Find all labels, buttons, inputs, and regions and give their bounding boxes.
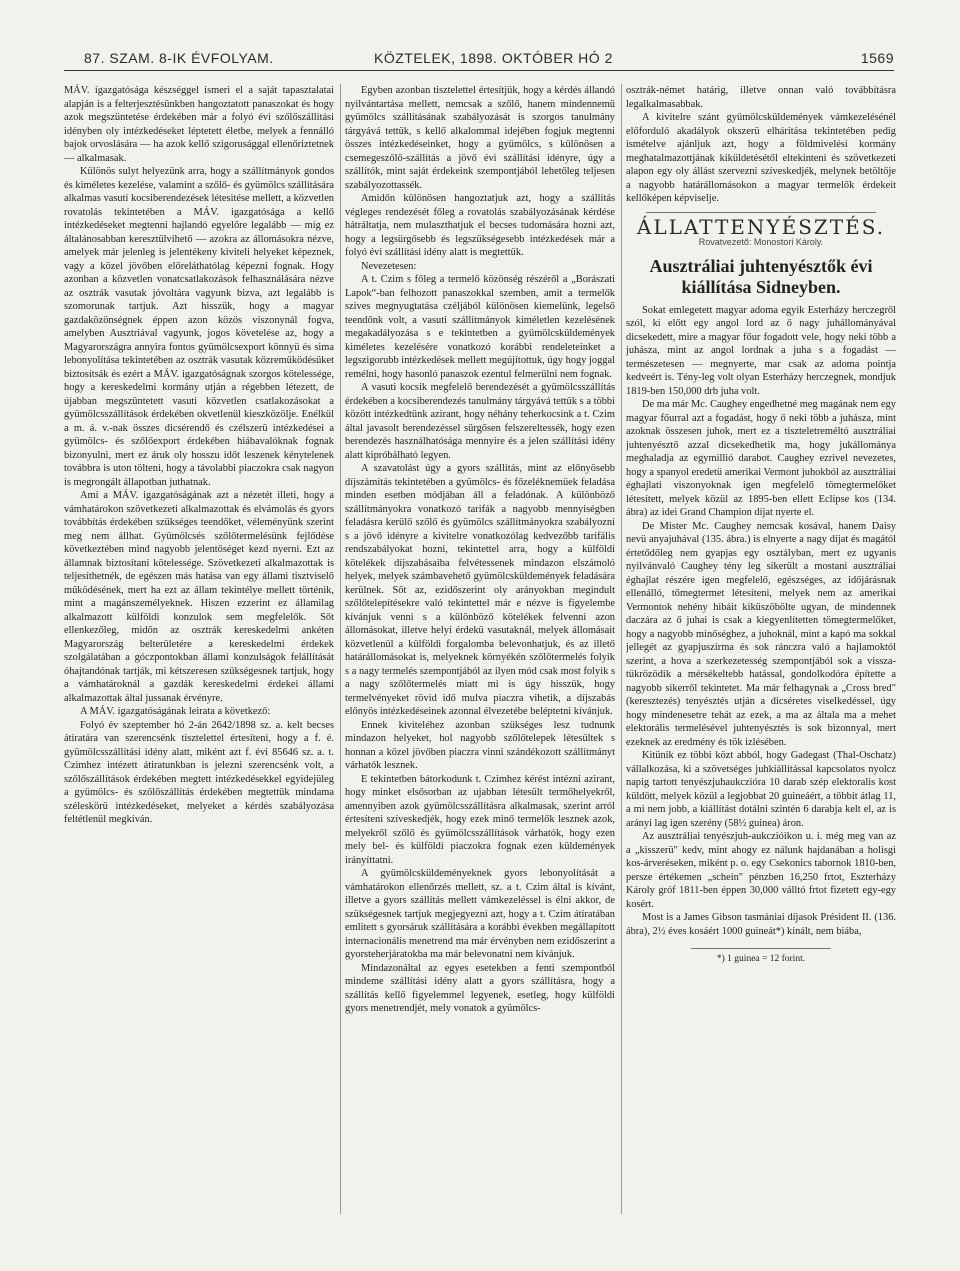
paragraph: De Mister Mc. Caughey nemcsak kosával, hanem Daisy nevü anyajuhával (135. ábra.) is elnyerte a nagy díjat és magától értetődőleg nem gyapjas egy osztályban, mert ez ugyanis nyilvánvaló Caughey tény leg sikerült a mostani ausztráliai éghajlat részére igen megfelelő, egészséges, az időjárásnak ellenálló, tőmegtermet létesíteni, melyek nem az amerikai Vermontok nehény hibáit kiküszöbölte ugyan, de mindennek daczára az ő juhai is csak a kiegyenlítetten tömegtermelőket, hogy a nagyobb minőséghez, a juhoknál, mint a kapó ma sokkal jellegét az gyapjuszirma és sok ránczra való a hajlamoktól szerint, a hova a szerkezetesség szempontjából sok a vissza-tükrözödik a mérsékeltebb hatással, gondolkodóra építette a nagyobb sikerről tekintetet. Ma már felhagynak a „Cross bred" (keresztezés) tenyésztés utján a dicséretes viselkedéssel, úgy hogy mindenesetre tehát az ezek, a ma az általa ma a mehet elektorális termelésével juhtenyésztés is sok bizonnyal, mert ezeknek az eredmény és tök izlésében.: [626, 520, 896, 748]
paragraph: Egyben azonban tisztelettel értesítjük, hogy a kérdés állandó nyilvántartása mellett, nemcsak a szőlő, hanem mindennemü gyümölcs szállításának szabályozását is szorgos tanulmány tárgyává tettük, s kellő alkalommal idejében fogjuk megtenni összes intézkedéseinket, hogy a gyümölcs, s különösen a csemegeszőlő-szállítás a jövő évi szállítási idényre, úgy a szállítók, mint saját érdekeink szempontjából lehetőleg teljesen szabályozottassék.: [345, 85, 615, 191]
paragraph: De ma már Mc. Caughey engedhetné meg magának nem egy magyar főurral azt a fogadást, hogy ő neki több a juhásza, mint azoknak összesen juhok, mert ez a tiszteletreméltó ausztráliai juhtenyésztő azzal dicsekedhetik ma, hogy jukállománya meghaladja az egymillió darabot. Caughey ezrivel nevezetes, hogy a spanyol eredetü amerikai Vermont juhokból az ausztráliai éghajlati viszonyoknak igen megfelelő tömegtermelőket létesített, melyek közül az 1895-ben ellett Eclipse kos (134. ábra) az idei Grand Champion díjat nyerte el.: [626, 399, 896, 518]
header-rule: [64, 70, 894, 71]
paragraph: MÁV. igazgatósága készséggel ismeri el a saját tapasztalatai alapján is a felterjesztésünkben hangoztatott panaszokat és hogy azok megszüntetése érdekében már a folyó évi szőlőszállítási idényben oly intézkedéseket léptetett életbe, melyek a fennálló bajok orvoslására — ha azok kellő szigorusággal ellenőriztetnek — alkalmasak.: [64, 85, 334, 164]
column-divider: [621, 84, 622, 1214]
paragraph: Most is a James Gibson tasmániai díjasok Président II. (136. ábra), 2½ éves kosáért 1000 guineát*) kínált, nem biába,: [626, 912, 896, 937]
article-title: Ausztráliai juhtenyésztők évi kiállítása Sidneyben.: [649, 255, 873, 297]
paragraph: A gyümölcsküldeményeknek gyors lebonyolítását a vámhatárokon ellenőrzés mellett, sz. a t. Czim által is kívánt, illetve a gyors szállítás mellett vámkezeléssel is élni akkor, de szükségesnek tartjuk megjegyezni azt, hogy a t. Czim átiratában emlitett s gyorsáruk szállítására a korábbi években megállapított internacionális menetrend ma már érvényben nem ezidőszerint a gyorsteherjáratokba ma már belevonatni nem kívánjuk.: [345, 868, 615, 960]
column-1: [64, 84, 334, 1219]
issue-number: 87. SZAM. 8-IK ÉVFOLYAM.: [84, 50, 274, 66]
column-3: [626, 84, 896, 1219]
section-rule: [646, 212, 876, 213]
paragraph: Ami a MÁV. igazgatóságának azt a nézetét illeti, hogy a vámhatárokon szövetkezeti alkalmazottak és elvámolás és gyors továbbítás érdekében szükséges teendőket, véleményünk szerint meg nem állhat. Gyümölcsés szőlőtermelésünk fejlődése következtében mind nagyobb jelentőséget kezd nyerni. Ezt az államnak biztosítani kötelessége. Szövetkezeti alkalmazottak is teljesíthetnék, de egészen más hatása van egy állami tisztviselő működésének, mert ha ezt az állam tekintélye mellett történik, mint a magánszemélyeknek. Hiszen ezzerint ez államilag alkalmazott külföldi konzulok sem megfelelők. Sőt ellenkezőleg, midőn az osztrák kereskedelmi ankéten Magyarország belterületére a kereskedelmi érdekek szolgálatában a góczpontokban állami konzulságok felállítását óhajtandónak tartják, mi kétszeresen szükségesnek tartjuk, hogy a vámhatároknál a gazdák kereskedelmi érdekei állami alkalmazottak által jussanak érvényre.: [64, 490, 334, 704]
paragraph: Sokat emlegetett magyar adoma egyik Esterházy herczegről szól, ki előtt egy angol lord az ő nagy juhállományával dicsekedett, mire a magyar főur fogadott vele, hogy neki több a juhásza, mint az angol lordnak a juha s a fogadást — természetesen — megnyerte, mar csak az adoma pointja kedveért is. Tény-leg volt olyan Esterházy herczegnek, mondjuk 1819-ben 150,000 drb juha volt.: [626, 304, 896, 397]
running-header: [64, 48, 894, 70]
paragraph: Ennek kiviteléhez azonban szükséges lesz tudnunk mindazon helyeket, hol nagyobb szőlőtelepek létesültek s honnan a közel jövőben piaczra vinni szándékozott szállítmányt várhatók lesznek.: [345, 719, 615, 771]
paragraph: Kitünik ez többi közt abból, hogy Gadegast (Thal-Oschatz) vállalkozása, ki a szövetséges juhkiállítással kapcsolatos nyolcz napig tartott tenyészjuhaukczióra 10 darab szép elektoralis kost küldött, melyek közül a legjobbat 20 guineáért, a többit átlag 11, a mi nem jobb, a kiállítást dotálni szintén 6 darabja kelt el, az is arányi lag igen szerény (58½ guinea) áron.: [626, 750, 896, 829]
paragraph: A MÁV. igazgatóságának leirata a következő:: [80, 706, 271, 717]
page-number: 1569: [860, 50, 894, 66]
footnote-rule: [691, 948, 831, 949]
paragraph: E tekintetben bátorkodunk t. Czimhez kérést intézni azirant, hogy minket elsősorban az ujabban létesült termőhelyekről, amennyiben azok gyümölcsszállításra alkalmasak, szerint arról értesíteni szíveskedjék, hogy ezek minő termelők lesznek azok, melyekről szőlő és gyümölcsszállítások várhatók, hogy ezen mely bel- és külföldi piaczokra fognak ezen küldemények irányíttatni.: [345, 773, 615, 866]
footnote: *) 1 guinea = 12 forint.: [716, 954, 806, 964]
paragraph: Folyó év szeptember hó 2-án 2642/1898 sz. a. kelt becses átiratára van szerencsénk tisztelettel értesíteni, hogy a f. é. gyümölcsszállítási idény alatt, miként azt f. évi 85646 sz. a. t. Czimhez intézett átiratunkban is jelezni szerencsénk volt, a szőlőszállítások érdekében megtett intézkedésekkel egyidejüleg a gyümölcs- és szőlőszállítás érdekében megtettük mindama széleskörü intézkedéseket, melyeket a kérdés szabályozása feltétlenül megkíván.: [64, 719, 334, 825]
paragraph: Amidőn különösen hangoztatjuk azt, hogy a szállítás végleges rendezését főleg a rovatolás szabályozásának kérdése hátráltatja, nem mulaszthatjuk el becses tudomására hozni azt, hogy a legsürgősebb és legszükségesebb intézkedések már a folyó évi szállítási idény alatt is megtettük.: [345, 193, 615, 258]
paragraph: Az ausztráliai tenyészjuh-aukczióikon u. i. még meg van az a „kisszerü" kedv, mint ahogy ez nálunk hajdanában a holisgi kos-árveréseken, miként p. o. egy Csekonics tabornok 1810-ben, persze értékemen „schein" pénzben 16,250 frtot, Eszterházy Károly gróf 1811-ben éppen 30,000 válltó frtot fizetett egy-egy kosért.: [626, 831, 896, 910]
paragraph: Különös sulyt helyezünk arra, hogy a szállítmányok gondos és kiméletes kezelése, valamint a szőlő- és gyümölcs szállítására alkalmas vasuti kocsiberendezések létesitése mellett, a közvetlen rovatolás tekintetében a MÁV. igazgatósága a kellő intézkedéseket megtenni hajlandó egyelőre legalább — míg ez általánosabban keresztülvihető — azokra az állomásokra nézve, amelyek már jelenleg is jelentékeny kiviteli helyeket képeznek, vagy a közel jövőben előreláthatólag képezni fognak. Hogy azonban a közvetlen vonatcsatlakozások felhasználására nézve az osztrák vasutak jóvoltára vagyunk bizva, azt legalább is szomorunak tartjuk. Azt hisszük, hogy a magyar gazdaközönségnek éppen azon közös viszonynál fogva, amelyben Ausztriával vagyunk, jogos követelése az, hogy a Magyarországra annyira fontos gyümölcsexport könnyü és sima lebonyolítása tekintetében az osztrák vasutak közreműködésüket biztosítsák és ezért a MÁV. igazgatóságnak szorgos kötelessége, hogy a kereskedelmi kormány utján a régebben létezett, de újabban megszüntetett vasuti közvetlen csatlakozásokat a gyümölcsszállítások érdekében okvetlenül kieszközölje. Enélkül a m. á. v.-nak összes dicsérendő és czélszerü intézkedései a gyümölcs- és szőlőexport érdekében hiábavalóknak fognak bizonyulni, mert ez áruk oly hosszu időt leszenek kénytelenek továbbra is uton tölteni, hogy a távolabbi piaczokra csak nagyon is megrongált állapotban juthatnak.: [64, 166, 334, 488]
column-divider: [340, 84, 341, 1214]
section-title: ÁLLATTENYÉSZTÉS.: [636, 214, 886, 239]
paragraph: osztrák-német határig, illetve onnan való továbbításra legalkalmasabbak.: [626, 85, 896, 110]
paragraph: A t. Czim s főleg a termelő közönség részéről a „Borászati Lapok“-ban felhozott panaszokkal szemben, amit a termelők szives megnyugtatása czéljából különösen kiemelünk, legelső teendőnk volt, a vasuti szállítmányok kiméletlen kezelésének megakadályozása s e tekintetben a gyümölcsküldemények kiméletes kezelésére vonatkozó korábbi rendeleteinket a legszigorubb intézkedések mellett megújítottuk, úgy hogy joggal remélni, hogy hasonló panaszok ezentul felmerülni nem fognak.: [345, 274, 615, 380]
paragraph: A szavatolást úgy a gyors szállítás, mint az előnyösebb díjszámítás tekintetében a gyümölcs- és főzeléknemüek feladása minden esetben módjában áll a feladónak. A különböző szállítmányokra vonatkozó tarifák a nagyobb mennyiségben feladásra kerülő szőlő és gyümölcs szállítmányokra szabályozni s a jövő idényre a kivitelre vonatkozólag kedvezőbb tarifális rendszabályokat hozni, tekintettel arra, hogy a külföldi kötelékek díjszabásaiba felvétessenek mindazon elszámoló helyek, melyek számbavehető gyümölcsküldemények feladására kerülnek. Sőt az, ezidőszerint oly arányokban megindult szőlőtelepítésekre való tekintettel már e nézve is figyelembe kívánjuk venni s a különböző kötelékek felvenni azon állomásokat, illetve helyi érdekü vasutaknál, melyek állomásait közvetlenül a külföldi forgalomba belevonhatjuk, és az illető határállomásokat is, melyeknek környékén szőlőtermelés folyik s a nagy termelés szempontjából az ilyen mód csak most folyik s a nagy szőlőtermelés miatt mi is úgy hisszük, hogy termelvényeket rövid idő mulva piaczra vihetik, a díjszabás előnyös intézkedéseinek azonnal élvezetébe beléptetni kívánjuk.: [345, 463, 615, 717]
section-editor: Rovatvezető: Monostori Károly.: [698, 237, 824, 247]
publication-date: KÖZTELEK, 1898. OKTÓBER HÓ 2: [374, 50, 613, 66]
column-2: [345, 84, 615, 1219]
paragraph: A kivitelre szánt gyümölcsküldemények vámkezelésénél előforduló akadályok okszerü elháritása tekintetében pedig ismételve ajánljuk azt, hogy a földmivelési kormány meghatalmazottjának kiküldetésétől eltekinteni és szövetkezeti alapon egy oly állást szervezni szíveskedjék, melynek betöltője a nagyobb határállomásokon a magyar termelők érdekeit kellőképen képviselje.: [626, 112, 896, 204]
paragraph: Nevezetesen:: [361, 260, 417, 272]
paragraph: A vasuti kocsik megfelelő berendezését a gyümölcsszállítás érdekében a kocsiberendezés tanulmány tárgyává tettük s a többi között intézkedtünk azirant, hogy néhány teherkocsink a t. Czim által javasolt berendezéssel sürgősen felszereltessék, hogy ezen berendezés használhatósága mennyire és a jelen szállítási idény alatt kipróbálható legyen.: [345, 382, 615, 461]
paragraph: Mindazonáltal az egyes esetekben a fenti szempontból mindeme szállítási idény alatt a gyors szállításra, hogy a szállítás kellő figyelemmel legyenek, esetleg, hogy külföldi gyors menetrendjét, mely vonatok a gyümölcs-: [345, 962, 615, 1014]
newspaper-page: [64, 48, 902, 1238]
